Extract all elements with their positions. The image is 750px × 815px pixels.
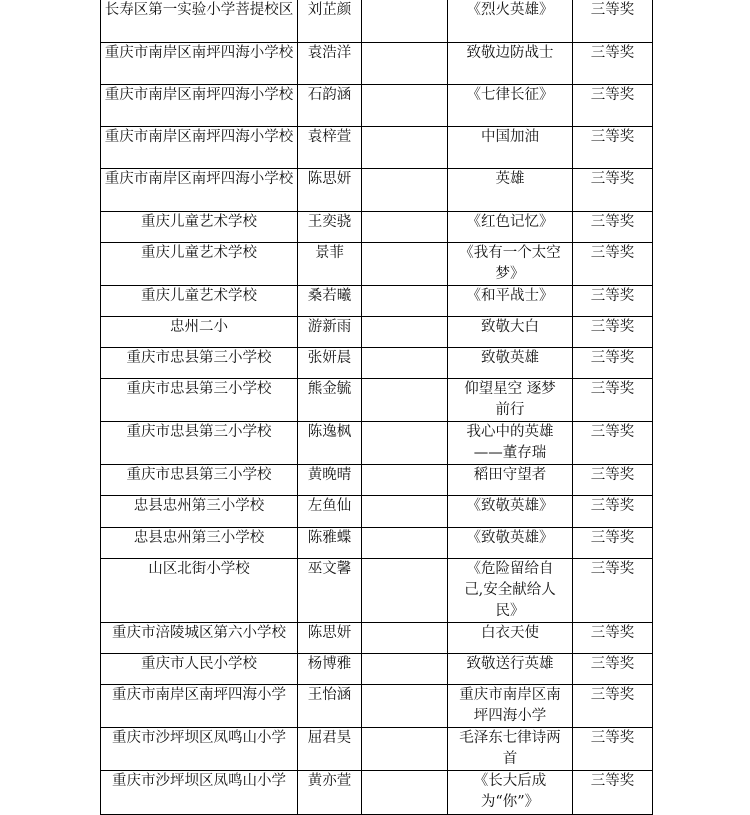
work-title-cell: 白衣天使 <box>448 623 573 654</box>
school-cell: 重庆市南岸区南坪四海小学校 <box>101 169 298 212</box>
table-row <box>101 771 653 815</box>
award-cell: 三等奖 <box>573 286 653 317</box>
school-cell: 重庆市南岸区南坪四海小学校 <box>101 127 298 169</box>
work-title-cell: 《烈火英雄》 <box>448 0 573 43</box>
award-cell: 三等奖 <box>573 379 653 422</box>
table-row <box>101 654 653 685</box>
table-row <box>101 317 653 348</box>
award-cell: 三等奖 <box>573 685 653 728</box>
student-cell: 黄亦萱 <box>298 771 362 815</box>
table-row <box>101 243 653 286</box>
student-cell: 陈逸枫 <box>298 422 362 465</box>
work-title-cell: 《七律长征》 <box>448 85 573 127</box>
school-cell: 山区北街小学校 <box>101 559 298 623</box>
school-cell: 重庆儿童艺术学校 <box>101 243 298 286</box>
blank-cell <box>362 43 448 85</box>
award-cell: 三等奖 <box>573 127 653 169</box>
table-row <box>101 528 653 559</box>
blank-cell <box>362 169 448 212</box>
table-row <box>101 685 653 728</box>
school-cell: 长寿区第一实验小学菩提校区 <box>101 0 298 43</box>
award-cell: 三等奖 <box>573 85 653 127</box>
school-cell: 忠县忠州第三小学校 <box>101 528 298 559</box>
blank-cell <box>362 243 448 286</box>
student-cell: 王奕骁 <box>298 212 362 243</box>
work-title-cell: 《我有一个太空梦》 <box>448 243 573 286</box>
school-cell: 重庆市南岸区南坪四海小学校 <box>101 85 298 127</box>
student-cell: 巫文馨 <box>298 559 362 623</box>
blank-cell <box>362 465 448 496</box>
school-cell: 重庆儿童艺术学校 <box>101 286 298 317</box>
table-row <box>101 0 653 43</box>
award-cell: 三等奖 <box>573 348 653 379</box>
work-title-cell: 稻田守望者 <box>448 465 573 496</box>
table-row <box>101 465 653 496</box>
blank-cell <box>362 496 448 528</box>
work-title-cell: 仰望星空 逐梦前行 <box>448 379 573 422</box>
blank-cell <box>362 127 448 169</box>
school-cell: 重庆市人民小学校 <box>101 654 298 685</box>
award-cell: 三等奖 <box>573 0 653 43</box>
table-row <box>101 559 653 623</box>
blank-cell <box>362 379 448 422</box>
work-title-cell: 《长大后成为“你”》 <box>448 771 573 815</box>
school-cell: 重庆市忠县第三小学校 <box>101 348 298 379</box>
student-cell: 景菲 <box>298 243 362 286</box>
blank-cell <box>362 286 448 317</box>
school-cell: 忠州二小 <box>101 317 298 348</box>
work-title-cell: 《红色记忆》 <box>448 212 573 243</box>
award-cell: 三等奖 <box>573 623 653 654</box>
work-title-cell: 致敬边防战士 <box>448 43 573 85</box>
student-cell: 袁梓萱 <box>298 127 362 169</box>
school-cell: 重庆市南岸区南坪四海小学 <box>101 685 298 728</box>
student-cell: 袁浩洋 <box>298 43 362 85</box>
work-title-cell: 重庆市南岸区南坪四海小学 <box>448 685 573 728</box>
table-row <box>101 623 653 654</box>
work-title-cell: 《致敬英雄》 <box>448 528 573 559</box>
blank-cell <box>362 528 448 559</box>
award-cell: 三等奖 <box>573 559 653 623</box>
student-cell: 桑若曦 <box>298 286 362 317</box>
award-cell: 三等奖 <box>573 771 653 815</box>
student-cell: 刘芷颜 <box>298 0 362 43</box>
student-cell: 杨博雅 <box>298 654 362 685</box>
award-cell: 三等奖 <box>573 654 653 685</box>
table-row <box>101 348 653 379</box>
award-table <box>100 0 653 815</box>
work-title-cell: 毛泽东七律诗两首 <box>448 728 573 771</box>
blank-cell <box>362 85 448 127</box>
table-row <box>101 43 653 85</box>
school-cell: 重庆市忠县第三小学校 <box>101 379 298 422</box>
award-cell: 三等奖 <box>573 496 653 528</box>
student-cell: 左鱼仙 <box>298 496 362 528</box>
student-cell: 黄晚晴 <box>298 465 362 496</box>
school-cell: 重庆市南岸区南坪四海小学校 <box>101 43 298 85</box>
work-title-cell: 英雄 <box>448 169 573 212</box>
blank-cell <box>362 212 448 243</box>
work-title-cell: 《致敬英雄》 <box>448 496 573 528</box>
school-cell: 重庆市沙坪坝区凤鸣山小学 <box>101 728 298 771</box>
student-cell: 游新雨 <box>298 317 362 348</box>
school-cell: 重庆市忠县第三小学校 <box>101 422 298 465</box>
award-cell: 三等奖 <box>573 465 653 496</box>
work-title-cell: 中国加油 <box>448 127 573 169</box>
work-title-cell: 《和平战士》 <box>448 286 573 317</box>
school-cell: 重庆市涪陵城区第六小学校 <box>101 623 298 654</box>
school-cell: 忠县忠州第三小学校 <box>101 496 298 528</box>
blank-cell <box>362 348 448 379</box>
student-cell: 陈思妍 <box>298 169 362 212</box>
student-cell: 熊金毓 <box>298 379 362 422</box>
blank-cell <box>362 623 448 654</box>
blank-cell <box>362 685 448 728</box>
work-title-cell: 致敬英雄 <box>448 348 573 379</box>
award-cell: 三等奖 <box>573 43 653 85</box>
work-title-cell: 致敬送行英雄 <box>448 654 573 685</box>
student-cell: 陈思妍 <box>298 623 362 654</box>
award-cell: 三等奖 <box>573 422 653 465</box>
blank-cell <box>362 559 448 623</box>
school-cell: 重庆市沙坪坝区凤鸣山小学 <box>101 771 298 815</box>
table-row <box>101 286 653 317</box>
student-cell: 张妍晨 <box>298 348 362 379</box>
table-row <box>101 212 653 243</box>
blank-cell <box>362 771 448 815</box>
work-title-cell: 《危险留给自己,安全献给人民》 <box>448 559 573 623</box>
student-cell: 陈雅蝶 <box>298 528 362 559</box>
work-title-cell: 致敬大白 <box>448 317 573 348</box>
award-cell: 三等奖 <box>573 169 653 212</box>
school-cell: 重庆儿童艺术学校 <box>101 212 298 243</box>
blank-cell <box>362 728 448 771</box>
table-row <box>101 85 653 127</box>
student-cell: 王怡涵 <box>298 685 362 728</box>
blank-cell <box>362 654 448 685</box>
school-cell: 重庆市忠县第三小学校 <box>101 465 298 496</box>
table-row <box>101 496 653 528</box>
table-row <box>101 728 653 771</box>
award-cell: 三等奖 <box>573 528 653 559</box>
work-title-cell: 我心中的英雄——董存瑞 <box>448 422 573 465</box>
table-row <box>101 422 653 465</box>
award-cell: 三等奖 <box>573 728 653 771</box>
award-cell: 三等奖 <box>573 243 653 286</box>
table-row <box>101 127 653 169</box>
blank-cell <box>362 317 448 348</box>
award-cell: 三等奖 <box>573 212 653 243</box>
student-cell: 屈君昊 <box>298 728 362 771</box>
blank-cell <box>362 422 448 465</box>
student-cell: 石韵涵 <box>298 85 362 127</box>
table-row <box>101 379 653 422</box>
table-row <box>101 169 653 212</box>
award-cell: 三等奖 <box>573 317 653 348</box>
blank-cell <box>362 0 448 43</box>
